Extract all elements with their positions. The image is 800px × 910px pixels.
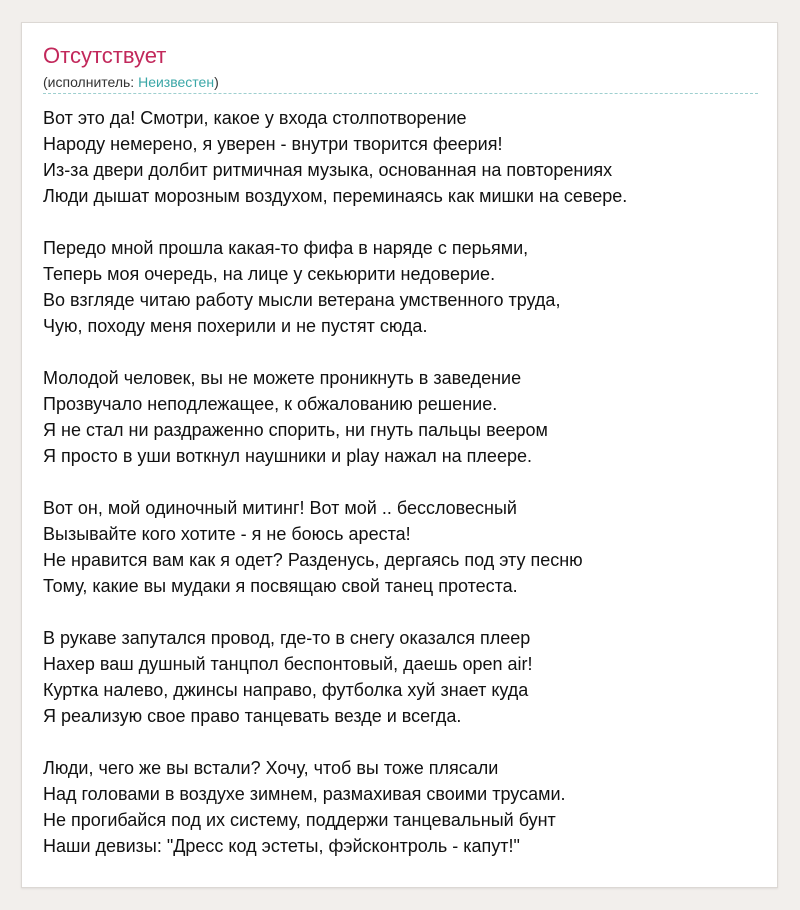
lyric-line: Из-за двери долбит ритмичная музыка, основанная на повторениях xyxy=(43,160,613,180)
lyric-line: Над головами в воздухе зимнем, размахивая своими трусами. xyxy=(43,784,566,804)
lyric-line: Вызывайте кого хотите - я не боюсь ареста! xyxy=(43,524,411,544)
stanza xyxy=(43,495,758,599)
lyric-line: Теперь моя очередь, на лице у секьюрити недоверие. xyxy=(43,264,496,284)
lyric-line: Чую, походу меня похерили и не пустят сюда. xyxy=(43,316,428,336)
artist-line xyxy=(43,73,219,91)
lyric-line: Молодой человек, вы не можете проникнуть в заведение xyxy=(43,368,522,388)
stanza xyxy=(43,105,758,209)
lyric-line: Вот это да! Смотри, какое у входа столпотворение xyxy=(43,108,467,128)
lyric-line: Наши девизы: "Дресс код эстеты, фэйсконтроль - капут!" xyxy=(43,836,520,856)
artist-prefix: (исполнитель: xyxy=(43,74,139,90)
lyric-line: Тому, какие вы мудаки я посвящаю свой танец протеста. xyxy=(43,576,518,596)
lyric-line: Вот он, мой одиночный митинг! Вот мой .. бессловесный xyxy=(43,498,517,518)
lyrics-text xyxy=(43,105,758,885)
lyric-line: Во взгляде читаю работу мысли ветерана умственного труда, xyxy=(43,290,561,310)
lyric-line: Народу немерено, я уверен - внутри творится феерия! xyxy=(43,134,503,154)
stanza xyxy=(43,755,758,859)
stanza xyxy=(43,235,758,339)
lyric-line: Люди дышат морозным воздухом, переминаясь как мишки на севере. xyxy=(43,186,628,206)
lyric-line: Не нравится вам как я одет? Разденусь, дергаясь под эту песню xyxy=(43,550,583,570)
artist-suffix: ) xyxy=(214,74,219,90)
lyric-line: Я реализую свое право танцевать везде и всегда. xyxy=(43,706,462,726)
lyric-line: Нахер ваш душный танцпол беспонтовый, даешь open air! xyxy=(43,654,533,674)
lyric-line: Я не стал ни раздраженно спорить, ни гнуть пальцы веером xyxy=(43,420,548,440)
lyric-line: Прозвучало неподлежащее, к обжалованию решение. xyxy=(43,394,498,414)
stanza xyxy=(43,365,758,469)
lyric-line: Передо мной прошла какая-то фифа в наряде с перьями, xyxy=(43,238,529,258)
title-divider xyxy=(43,93,758,94)
lyric-line: Я просто в уши воткнул наушники и play нажал на плеере. xyxy=(43,446,532,466)
lyric-line: Люди, чего же вы встали? Хочу, чтоб вы тоже плясали xyxy=(43,758,499,778)
artist-link[interactable]: Неизвестен xyxy=(138,74,215,90)
lyric-line: Куртка налево, джинсы направо, футболка хуй знает куда xyxy=(43,680,529,700)
stanza xyxy=(43,625,758,729)
song-title: Отсутствует xyxy=(43,43,167,68)
lyrics-card xyxy=(21,22,778,888)
lyric-line: Не прогибайся под их систему, поддержи танцевальный бунт xyxy=(43,810,556,830)
lyric-line: В рукаве запутался провод, где-то в снегу оказался плеер xyxy=(43,628,531,648)
